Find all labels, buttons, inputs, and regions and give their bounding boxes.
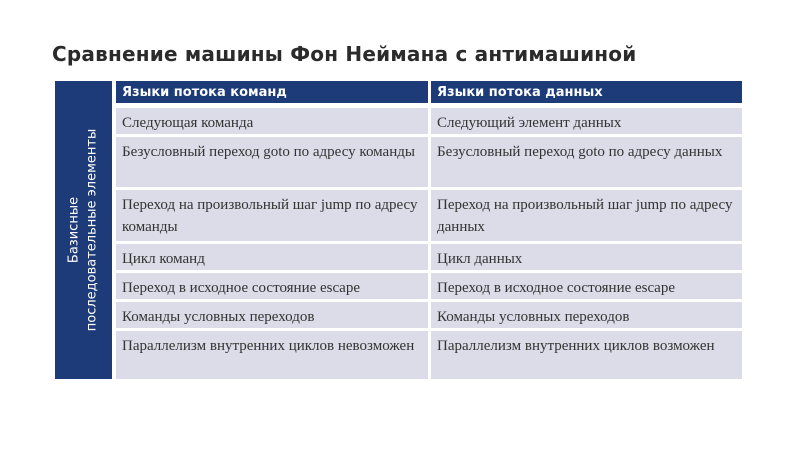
row-group-label-line1: Базисные [66, 196, 82, 264]
table-cell: Параллелизм внутренних циклов невозможен [116, 331, 428, 379]
table-cell: Следующая команда [116, 108, 428, 134]
table-cell: Переход в исходное состояние escape [431, 273, 742, 299]
table-cell: Переход на произвольный шаг jump по адресу данных [431, 190, 742, 241]
table-cell: Команды условных переходов [116, 302, 428, 328]
table-cell: Цикл команд [116, 244, 428, 270]
table-cell: Переход на произвольный шаг jump по адресу команды [116, 190, 428, 241]
page-title: Сравнение машины Фон Неймана с антимашиной [52, 42, 637, 66]
column-header-data: Языки потока данных [431, 81, 742, 105]
table-cell: Переход в исходное состояние escape [116, 273, 428, 299]
table-cell: Безусловный переход goto по адресу данных [431, 137, 742, 187]
table-cell: Следующий элемент данных [431, 108, 742, 134]
table-cell: Цикл данных [431, 244, 742, 270]
table-cell: Безусловный переход goto по адресу команды [116, 137, 428, 187]
column-header-commands: Языки потока команд [116, 81, 428, 105]
table-cell: Параллелизм внутренних циклов возможен [431, 331, 742, 379]
table-cell: Команды условных переходов [431, 302, 742, 328]
row-group-label [55, 81, 112, 379]
row-group-label-line2: последовательные элементы [84, 128, 100, 332]
row-group-label-text [66, 129, 102, 332]
